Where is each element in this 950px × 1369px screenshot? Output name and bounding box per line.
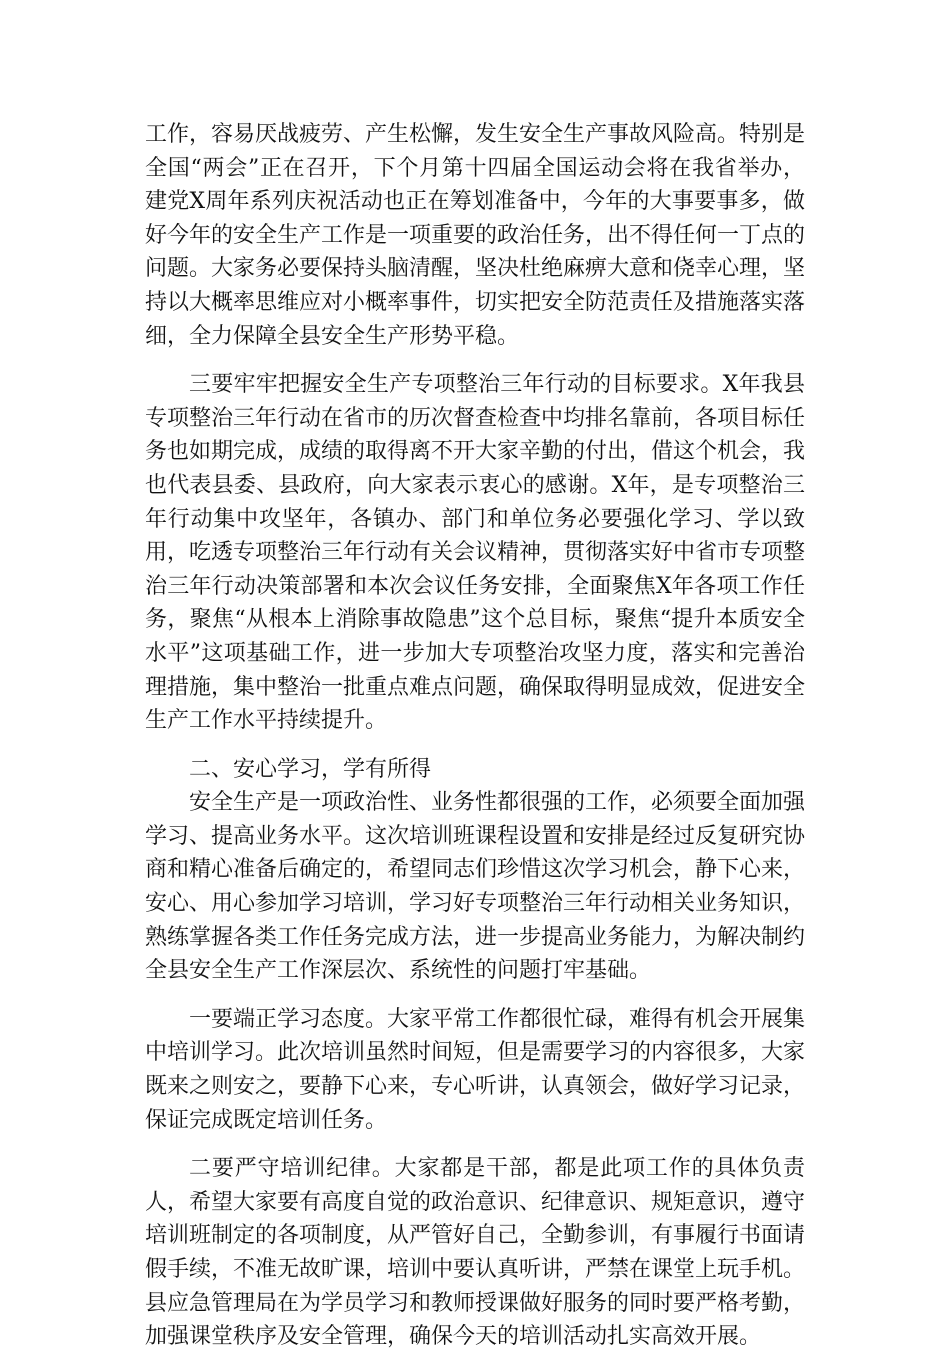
paragraph-continued: 工作，容易厌战疲劳、产生松懈，发生安全生产事故风险高。特别是全国“两会”正在召开，下个月第十四届全国运动会将在我省举办，建党X周年系列庆祝活动也正在筹划准备中，今年的大事要事多，做好今年的安全生产工作是一项重要的政治任务，出不得任何一丁点的问题。大家务必要保持头脑清醒，坚决杜绝麻痹大意和侥幸心理，坚持以大概率思维应对小概率事件，切实把安全防范责任及措施落实落细，全力保障全县安全生产形势平稳。 <box>145 122 806 349</box>
paragraph-learning-intro: 安全生产是一项政治性、业务性都很强的工作，必须要全面加强学习、提高业务水平。这次培训班课程设置和安排是经过反复研究协商和精心准备后确定的，希望同志们珍惜这次学习机会，静下心来，安心、用心参加学习培训，学习好专项整治三年行动相关业务知识，熟练掌握各类工作任务完成方法，进一步提高业务能力，为解决制约全县安全生产工作深层次、系统性的问题打牢基础。 <box>145 790 806 984</box>
paragraph-attitude: 一要端正学习态度。大家平常工作都很忙碌，难得有机会开展集中培训学习。此次培训虽然时间短，但是需要学习的内容很多，大家既来之则安之，要静下心来，专心听讲，认真领会，做好学习记录，保证完成既定培训任务。 <box>145 1006 806 1133</box>
section-heading: 二、安心学习，学有所得 <box>189 756 432 782</box>
document-body <box>145 118 805 1369</box>
paragraph-discipline: 二要严守培训纪律。大家都是干部，都是此项工作的具体负责人，希望大家要有高度自觉的政治意识、纪律意识、规矩意识，遵守培训班制定的各项制度，从严管好自己，全勤参训，有事履行书面请假手续，不准无故旷课，培训中要认真听讲，严禁在课堂上玩手机。县应急管理局在为学员学习和教师授课做好服务的同时要严格考勤，加强课堂秩序及安全管理，确保今天的培训活动扎实高效开展。 <box>145 1156 806 1350</box>
paragraph-third-requirement: 三要牢牢把握安全生产专项整治三年行动的目标要求。X年我县专项整治三年行动在省市的历次督查检查中均排名靠前，各项目标任务也如期完成，成绩的取得离不开大家辛勤的付出，借这个机会，我也代表县委、县政府，向大家表示衷心的感谢。X年，是专项整治三年行动集中攻坚年，各镇办、部门和单位务必要强化学习、学以致用，吃透专项整治三年行动有关会议精神，贯彻落实好中省市专项整治三年行动决策部署和本次会议任务安排，全面聚焦X年各项工作任务，聚焦“从根本上消除事故隐患”这个总目标，聚焦“提升本质安全水平”这项基础工作，进一步加大专项整治攻坚力度，落实和完善治理措施，集中整治一批重点难点问题，确保取得明显成效，促进安全生产工作水平持续提升。 <box>145 372 806 734</box>
